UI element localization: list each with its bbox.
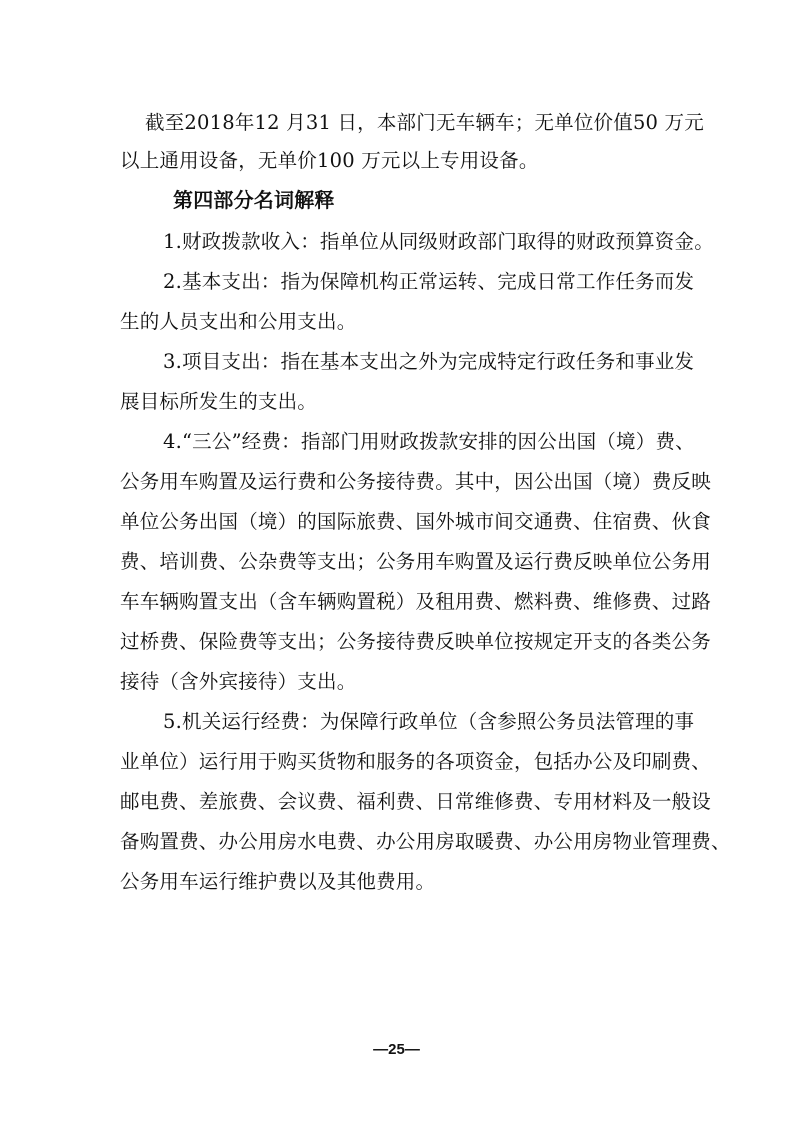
section-heading: 第四部分名词解释 (173, 188, 335, 212)
page-number: —25— (373, 1041, 420, 1058)
definition-4-line-7: 接待（含外宾接待）支出。 (120, 670, 357, 693)
definition-5-line-2: 业单位）运行用于购买货物和服务的各项资金，包括办公及印刷费、 (120, 750, 712, 773)
definition-3-line-1: 3.项目支出：指在基本支出之外为完成特定行政任务和事业发 (163, 350, 695, 373)
definition-2-line-2: 生的人员支出和公用支出。 (120, 310, 357, 333)
definition-4-line-6: 过桥费、保险费等支出；公务接待费反映单位按规定开支的各类公务 (120, 630, 712, 653)
definition-4-line-5: 车车辆购置支出（含车辆购置税）及租用费、燃料费、维修费、过路 (120, 590, 712, 613)
paragraph-vehicle-line-2: 以上通用设备，无单价100 万元以上专用设备。 (120, 149, 539, 172)
definition-4-line-3: 单位公务出国（境）的国际旅费、国外城市间交通费、住宿费、伙食 (120, 510, 712, 533)
definition-4-line-4: 费、培训费、公杂费等支出；公务用车购置及运行费反映单位公务用 (120, 550, 712, 573)
definition-4-line-1: 4.“三公”经费：指部门用财政拨款安排的因公出国（境）费、 (163, 430, 695, 453)
paragraph-vehicle-line-1: 截至2018年12 月31 日，本部门无车辆车；无单位价值50 万元 (145, 111, 704, 134)
definition-3-line-2: 展目标所发生的支出。 (120, 390, 318, 413)
definition-4-line-2: 公务用车购置及运行费和公务接待费。其中，因公出国（境）费反映 (120, 470, 712, 493)
definition-5-line-5: 公务用车运行维护费以及其他费用。 (120, 870, 436, 893)
definition-5-line-4: 备购置费、办公用房水电费、办公用房取暖费、办公用房物业管理费、 (120, 830, 731, 853)
definition-2-line-1: 2.基本支出：指为保障机构正常运转、完成日常工作任务而发 (163, 270, 695, 293)
definition-5-line-3: 邮电费、差旅费、会议费、福利费、日常维修费、专用材料及一般设 (120, 790, 712, 813)
definition-5-line-1: 5.机关运行经费：为保障行政单位（含参照公务员法管理的事 (163, 710, 695, 733)
definition-1-line-1: 1.财政拨款收入：指单位从同级财政部门取得的财政预算资金。 (163, 230, 714, 253)
